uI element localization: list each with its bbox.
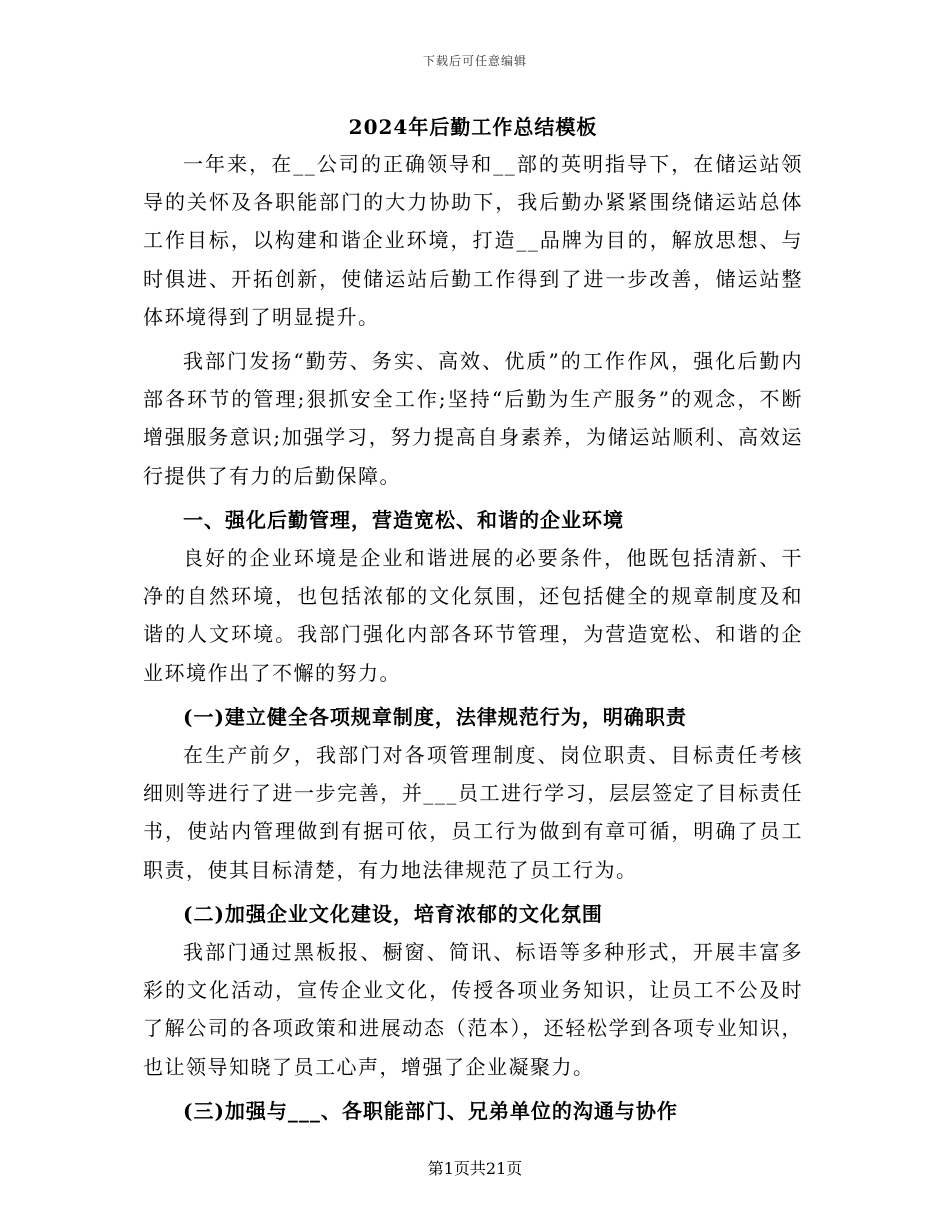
- paragraph-intro: 一年来，在__公司的正确领导和__部的英明指导下，在储运站领导的关怀及各职能部门的大力协助下，我后勤办紧紧围绕储运站总体工作目标，以构建和谐企业环境，打造__品牌为目的，解放思想、与时俱进、开拓创新，使储运站后勤工作得到了进一步改善，储运站整体环境得到了明显提升。: [143, 152, 803, 329]
- download-note: 下载后可任意编辑: [422, 54, 527, 68]
- paragraph-environment: 良好的企业环境是企业和谐进展的必要条件，他既包括清新、干净的自然环境，也包括浓郁的文化氛围，还包括健全的规章制度及和谐的人文环境。我部门强化内部各环节管理，为营造宽松、和谐的企业环境作出了不懈的努力。: [143, 546, 803, 685]
- subsection-1-heading: (一)建立健全各项规章制度，法律规范行为，明确职责: [183, 704, 687, 729]
- page-number: 第1页共21页: [427, 1159, 523, 1178]
- document-body: [143, 109, 803, 1130]
- paragraph-work-style: 我部门发扬“勤劳、务实、高效、优质”的工作作风，强化后勤内部各环节的管理;狠抓安全工作;坚持“后勤为生产服务”的观念，不断增强服务意识;加强学习，努力提高自身素养，为储运站顺利、高效运行提供了有力的后勤保障。: [143, 349, 803, 488]
- subsection-3-heading: (三)加强与___、各职能部门、兄弟单位的沟通与协作: [183, 1098, 678, 1123]
- paragraph-rules: 在生产前夕，我部门对各项管理制度、岗位职责、目标责任考核细则等进行了进一步完善，并___员工进行学习，层层签定了目标责任书，使站内管理做到有据可依，员工行为做到有章可循，明确了员工职责，使其目标清楚，有力地法律规范了员工行为。: [143, 743, 803, 882]
- document-title: 2024年后勤工作总结模板: [348, 115, 598, 139]
- section-1-heading: 一、强化后勤管理，营造宽松、和谐的企业环境: [183, 507, 624, 532]
- paragraph-culture: 我部门通过黑板报、橱窗、简讯、标语等多种形式，开展丰富多彩的文化活动，宣传企业文化，传授各项业务知识，让员工不公及时了解公司的各项政策和进展动态（范本），还轻松学到各项专业知识，也让领导知晓了员工心声，增强了企业凝聚力。: [143, 940, 803, 1079]
- subsection-2-heading: (二)加强企业文化建设，培育浓郁的文化氛围: [183, 901, 603, 926]
